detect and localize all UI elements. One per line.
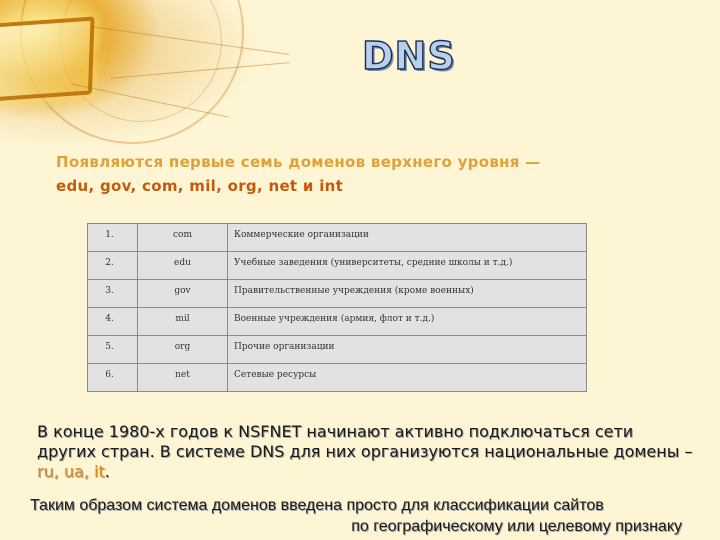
- row-number-cell: 1.: [88, 224, 138, 252]
- table-row: [88, 252, 587, 280]
- domain-cell: edu: [138, 252, 228, 280]
- subtitle-line-2: edu, gov, com, mil, org, net и int: [56, 177, 344, 195]
- domains-table: [87, 223, 587, 392]
- conclusion-text: [30, 495, 682, 537]
- description-cell: Военные учреждения (армия, флот и т.д.): [228, 308, 587, 336]
- country-codes: ru, ua, it: [37, 462, 105, 481]
- row-number-cell: 2.: [88, 252, 138, 280]
- domain-cell: net: [138, 364, 228, 392]
- row-number-cell: 6.: [88, 364, 138, 392]
- slide-subtitle: [56, 150, 656, 198]
- country-domains-paragraph: [37, 422, 697, 482]
- table-row: [88, 224, 587, 252]
- paragraph-end: .: [104, 462, 110, 481]
- description-cell: Коммерческие организации: [228, 224, 587, 252]
- description-cell: Учебные заведения (университеты, средние школы и т.д.): [228, 252, 587, 280]
- description-cell: Прочие организации: [228, 336, 587, 364]
- slide-title: DNS: [362, 34, 456, 78]
- description-cell: Правительственные учреждения (кроме военных): [228, 280, 587, 308]
- row-number-cell: 4.: [88, 308, 138, 336]
- table-row: [88, 280, 587, 308]
- row-number-cell: 5.: [88, 336, 138, 364]
- description-cell: Сетевые ресурсы: [228, 364, 587, 392]
- laptop-decoration-icon: [0, 0, 300, 150]
- subtitle-line-1: Появляются первые семь доменов верхнего уровня —: [56, 153, 541, 171]
- domain-cell: mil: [138, 308, 228, 336]
- row-number-cell: 3.: [88, 280, 138, 308]
- domain-cell: com: [138, 224, 228, 252]
- paragraph-text: В конце 1980-х годов к NSFNET начинают активно подключаться сети других стран. В системе DNS для них организуются национальные домены –: [37, 422, 693, 461]
- conclusion-line-1: Таким образом система доменов введена просто для классификации сайтов: [30, 497, 604, 514]
- laptop-screen-graphic: [0, 17, 95, 102]
- table-row: [88, 336, 587, 364]
- domain-cell: org: [138, 336, 228, 364]
- conclusion-line-2: по географическому или целевому признаку: [351, 518, 682, 535]
- table-row: [88, 364, 587, 392]
- domain-cell: gov: [138, 280, 228, 308]
- table-row: [88, 308, 587, 336]
